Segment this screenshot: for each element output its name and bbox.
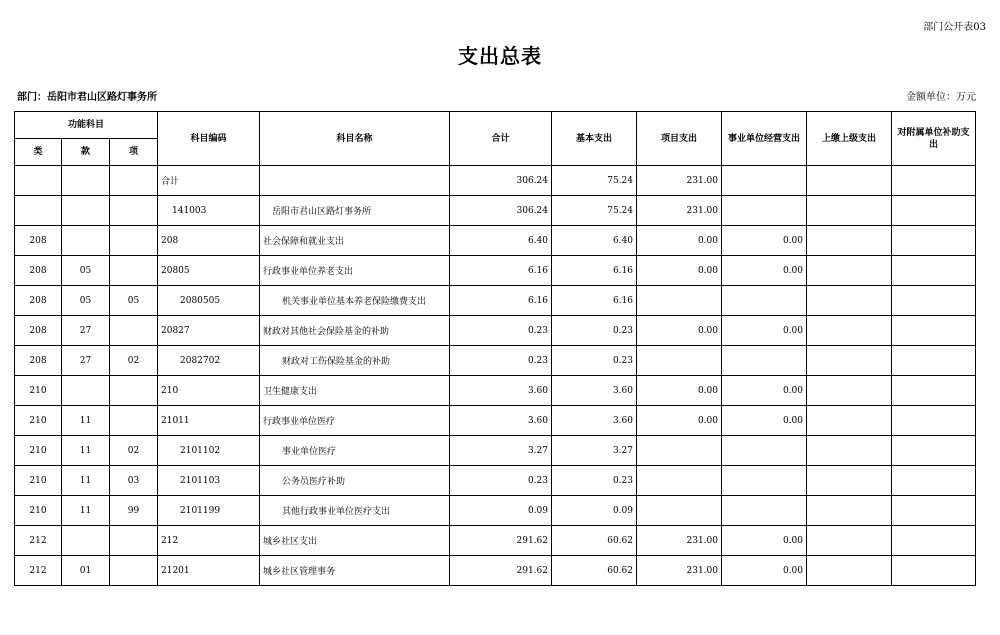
table-row bbox=[15, 256, 976, 286]
table-row bbox=[15, 496, 976, 526]
cell-total: 306.24 bbox=[450, 166, 552, 196]
table-row bbox=[15, 466, 976, 496]
cell-basic: 0.23 bbox=[552, 316, 637, 346]
cell-kuan bbox=[62, 526, 110, 556]
cell-kuan: 05 bbox=[62, 256, 110, 286]
table-row bbox=[15, 556, 976, 586]
cell-basic: 0.23 bbox=[552, 466, 637, 496]
cell-xiang bbox=[110, 376, 158, 406]
cell-subsidy bbox=[892, 376, 976, 406]
cell-basic: 3.60 bbox=[552, 406, 637, 436]
cell-business bbox=[722, 346, 807, 376]
cell-total: 0.23 bbox=[450, 466, 552, 496]
cell-lei: 210 bbox=[15, 406, 62, 436]
cell-project: 231.00 bbox=[637, 166, 722, 196]
cell-xiang bbox=[110, 316, 158, 346]
header-name: 科目名称 bbox=[260, 112, 450, 166]
cell-name: 社会保障和就业支出 bbox=[260, 226, 450, 256]
cell-code: 21011 bbox=[158, 406, 260, 436]
header-xiang: 项 bbox=[110, 139, 158, 166]
cell-total: 6.40 bbox=[450, 226, 552, 256]
cell-subsidy bbox=[892, 226, 976, 256]
cell-total: 3.60 bbox=[450, 376, 552, 406]
header-total: 合计 bbox=[450, 112, 552, 166]
table-row bbox=[15, 526, 976, 556]
cell-business: 0.00 bbox=[722, 256, 807, 286]
cell-project bbox=[637, 466, 722, 496]
cell-project bbox=[637, 496, 722, 526]
cell-upper bbox=[807, 286, 892, 316]
cell-kuan: 11 bbox=[62, 436, 110, 466]
cell-upper bbox=[807, 496, 892, 526]
table-row bbox=[15, 316, 976, 346]
cell-name: 行政事业单位医疗 bbox=[260, 406, 450, 436]
cell-total: 291.62 bbox=[450, 526, 552, 556]
cell-business: 0.00 bbox=[722, 376, 807, 406]
cell-business: 0.00 bbox=[722, 526, 807, 556]
header-business: 事业单位经营支出 bbox=[722, 112, 807, 166]
cell-basic: 3.60 bbox=[552, 376, 637, 406]
cell-total: 0.23 bbox=[450, 346, 552, 376]
cell-upper bbox=[807, 226, 892, 256]
cell-kuan: 01 bbox=[62, 556, 110, 586]
cell-kuan: 11 bbox=[62, 496, 110, 526]
cell-upper bbox=[807, 196, 892, 226]
cell-total: 6.16 bbox=[450, 256, 552, 286]
cell-total: 291.62 bbox=[450, 556, 552, 586]
cell-lei: 208 bbox=[15, 226, 62, 256]
form-number: 部门公开表03 bbox=[923, 22, 986, 33]
cell-upper bbox=[807, 316, 892, 346]
cell-business: 0.00 bbox=[722, 226, 807, 256]
cell-xiang bbox=[110, 556, 158, 586]
cell-name: 财政对其他社会保险基金的补助 bbox=[260, 316, 450, 346]
cell-subsidy bbox=[892, 406, 976, 436]
cell-lei: 212 bbox=[15, 526, 62, 556]
cell-project: 0.00 bbox=[637, 376, 722, 406]
cell-lei: 210 bbox=[15, 496, 62, 526]
cell-project bbox=[637, 286, 722, 316]
cell-business bbox=[722, 166, 807, 196]
cell-lei: 208 bbox=[15, 316, 62, 346]
table-row bbox=[15, 346, 976, 376]
cell-lei: 210 bbox=[15, 376, 62, 406]
cell-subsidy bbox=[892, 286, 976, 316]
cell-code: 20827 bbox=[158, 316, 260, 346]
cell-total: 3.27 bbox=[450, 436, 552, 466]
cell-project bbox=[637, 346, 722, 376]
cell-subsidy bbox=[892, 256, 976, 286]
cell-basic: 75.24 bbox=[552, 196, 637, 226]
cell-basic: 60.62 bbox=[552, 556, 637, 586]
cell-kuan bbox=[62, 166, 110, 196]
cell-project: 0.00 bbox=[637, 406, 722, 436]
cell-basic: 6.16 bbox=[552, 286, 637, 316]
cell-code: 2101102 bbox=[158, 436, 260, 466]
cell-xiang bbox=[110, 526, 158, 556]
cell-xiang: 99 bbox=[110, 496, 158, 526]
cell-basic: 60.62 bbox=[552, 526, 637, 556]
cell-lei: 212 bbox=[15, 556, 62, 586]
cell-lei: 210 bbox=[15, 436, 62, 466]
cell-kuan: 27 bbox=[62, 316, 110, 346]
cell-business bbox=[722, 196, 807, 226]
cell-total: 0.23 bbox=[450, 316, 552, 346]
table-row bbox=[15, 436, 976, 466]
cell-xiang bbox=[110, 226, 158, 256]
table-row bbox=[15, 166, 976, 196]
header-kuan: 款 bbox=[62, 139, 110, 166]
cell-kuan bbox=[62, 376, 110, 406]
cell-code: 21201 bbox=[158, 556, 260, 586]
header-lei: 类 bbox=[15, 139, 62, 166]
cell-lei: 208 bbox=[15, 256, 62, 286]
cell-business: 0.00 bbox=[722, 406, 807, 436]
cell-basic: 0.09 bbox=[552, 496, 637, 526]
cell-xiang bbox=[110, 196, 158, 226]
cell-business bbox=[722, 466, 807, 496]
cell-name: 城乡社区支出 bbox=[260, 526, 450, 556]
cell-subsidy bbox=[892, 316, 976, 346]
cell-lei bbox=[15, 196, 62, 226]
cell-upper bbox=[807, 406, 892, 436]
cell-basic: 6.40 bbox=[552, 226, 637, 256]
cell-kuan: 05 bbox=[62, 286, 110, 316]
cell-lei: 208 bbox=[15, 286, 62, 316]
cell-total: 0.09 bbox=[450, 496, 552, 526]
cell-business bbox=[722, 496, 807, 526]
cell-upper bbox=[807, 346, 892, 376]
cell-subsidy bbox=[892, 436, 976, 466]
cell-upper bbox=[807, 376, 892, 406]
cell-code: 210 bbox=[158, 376, 260, 406]
cell-business bbox=[722, 286, 807, 316]
cell-upper bbox=[807, 436, 892, 466]
cell-kuan: 11 bbox=[62, 406, 110, 436]
cell-subsidy bbox=[892, 556, 976, 586]
cell-project bbox=[637, 436, 722, 466]
cell-upper bbox=[807, 166, 892, 196]
header-func-subject: 功能科目 bbox=[15, 112, 158, 139]
table-row bbox=[15, 286, 976, 316]
cell-code: 合计 bbox=[158, 166, 260, 196]
unit-label: 金额单位：万元 bbox=[906, 92, 976, 103]
cell-subsidy bbox=[892, 166, 976, 196]
cell-kuan: 11 bbox=[62, 466, 110, 496]
cell-subsidy bbox=[892, 496, 976, 526]
table-row bbox=[15, 376, 976, 406]
header-basic: 基本支出 bbox=[552, 112, 637, 166]
cell-project: 0.00 bbox=[637, 256, 722, 286]
cell-kuan bbox=[62, 226, 110, 256]
cell-lei bbox=[15, 166, 62, 196]
cell-total: 306.24 bbox=[450, 196, 552, 226]
page-title: 支出总表 bbox=[458, 44, 542, 68]
table-row bbox=[15, 406, 976, 436]
cell-upper bbox=[807, 556, 892, 586]
cell-business bbox=[722, 436, 807, 466]
cell-code: 2101103 bbox=[158, 466, 260, 496]
cell-name: 行政事业单位养老支出 bbox=[260, 256, 450, 286]
cell-project: 231.00 bbox=[637, 556, 722, 586]
cell-name: 其他行政事业单位医疗支出 bbox=[260, 496, 450, 526]
cell-name: 卫生健康支出 bbox=[260, 376, 450, 406]
cell-project: 0.00 bbox=[637, 226, 722, 256]
cell-upper bbox=[807, 526, 892, 556]
cell-project: 231.00 bbox=[637, 196, 722, 226]
cell-xiang: 02 bbox=[110, 436, 158, 466]
cell-code: 212 bbox=[158, 526, 260, 556]
cell-basic: 75.24 bbox=[552, 166, 637, 196]
table-row bbox=[15, 226, 976, 256]
cell-subsidy bbox=[892, 466, 976, 496]
cell-code: 2080505 bbox=[158, 286, 260, 316]
cell-name bbox=[260, 166, 450, 196]
cell-kuan: 27 bbox=[62, 346, 110, 376]
cell-code: 141003 bbox=[158, 196, 260, 226]
cell-subsidy bbox=[892, 346, 976, 376]
cell-total: 6.16 bbox=[450, 286, 552, 316]
cell-code: 20805 bbox=[158, 256, 260, 286]
cell-xiang: 02 bbox=[110, 346, 158, 376]
cell-code: 2101199 bbox=[158, 496, 260, 526]
cell-basic: 6.16 bbox=[552, 256, 637, 286]
cell-name: 事业单位医疗 bbox=[260, 436, 450, 466]
table-row bbox=[15, 196, 976, 226]
cell-lei: 210 bbox=[15, 466, 62, 496]
cell-total: 3.60 bbox=[450, 406, 552, 436]
cell-upper bbox=[807, 466, 892, 496]
cell-business: 0.00 bbox=[722, 556, 807, 586]
cell-name: 公务员医疗补助 bbox=[260, 466, 450, 496]
cell-name: 城乡社区管理事务 bbox=[260, 556, 450, 586]
cell-xiang: 05 bbox=[110, 286, 158, 316]
cell-basic: 0.23 bbox=[552, 346, 637, 376]
cell-name: 岳阳市君山区路灯事务所 bbox=[260, 196, 450, 226]
cell-lei: 208 bbox=[15, 346, 62, 376]
cell-subsidy bbox=[892, 526, 976, 556]
department-label: 部门：岳阳市君山区路灯事务所 bbox=[17, 92, 157, 103]
cell-project: 0.00 bbox=[637, 316, 722, 346]
header-upper: 上缴上级支出 bbox=[807, 112, 892, 166]
cell-xiang bbox=[110, 256, 158, 286]
cell-project: 231.00 bbox=[637, 526, 722, 556]
cell-xiang bbox=[110, 166, 158, 196]
cell-name: 机关事业单位基本养老保险缴费支出 bbox=[260, 286, 450, 316]
header-code: 科目编码 bbox=[158, 112, 260, 166]
header-subsidy: 对附属单位补助支出 bbox=[892, 112, 976, 166]
expenditure-table bbox=[14, 111, 976, 586]
cell-name: 财政对工伤保险基金的补助 bbox=[260, 346, 450, 376]
cell-upper bbox=[807, 256, 892, 286]
cell-code: 2082702 bbox=[158, 346, 260, 376]
cell-business: 0.00 bbox=[722, 316, 807, 346]
cell-basic: 3.27 bbox=[552, 436, 637, 466]
cell-xiang: 03 bbox=[110, 466, 158, 496]
header-project: 项目支出 bbox=[637, 112, 722, 166]
cell-code: 208 bbox=[158, 226, 260, 256]
cell-xiang bbox=[110, 406, 158, 436]
cell-kuan bbox=[62, 196, 110, 226]
cell-subsidy bbox=[892, 196, 976, 226]
